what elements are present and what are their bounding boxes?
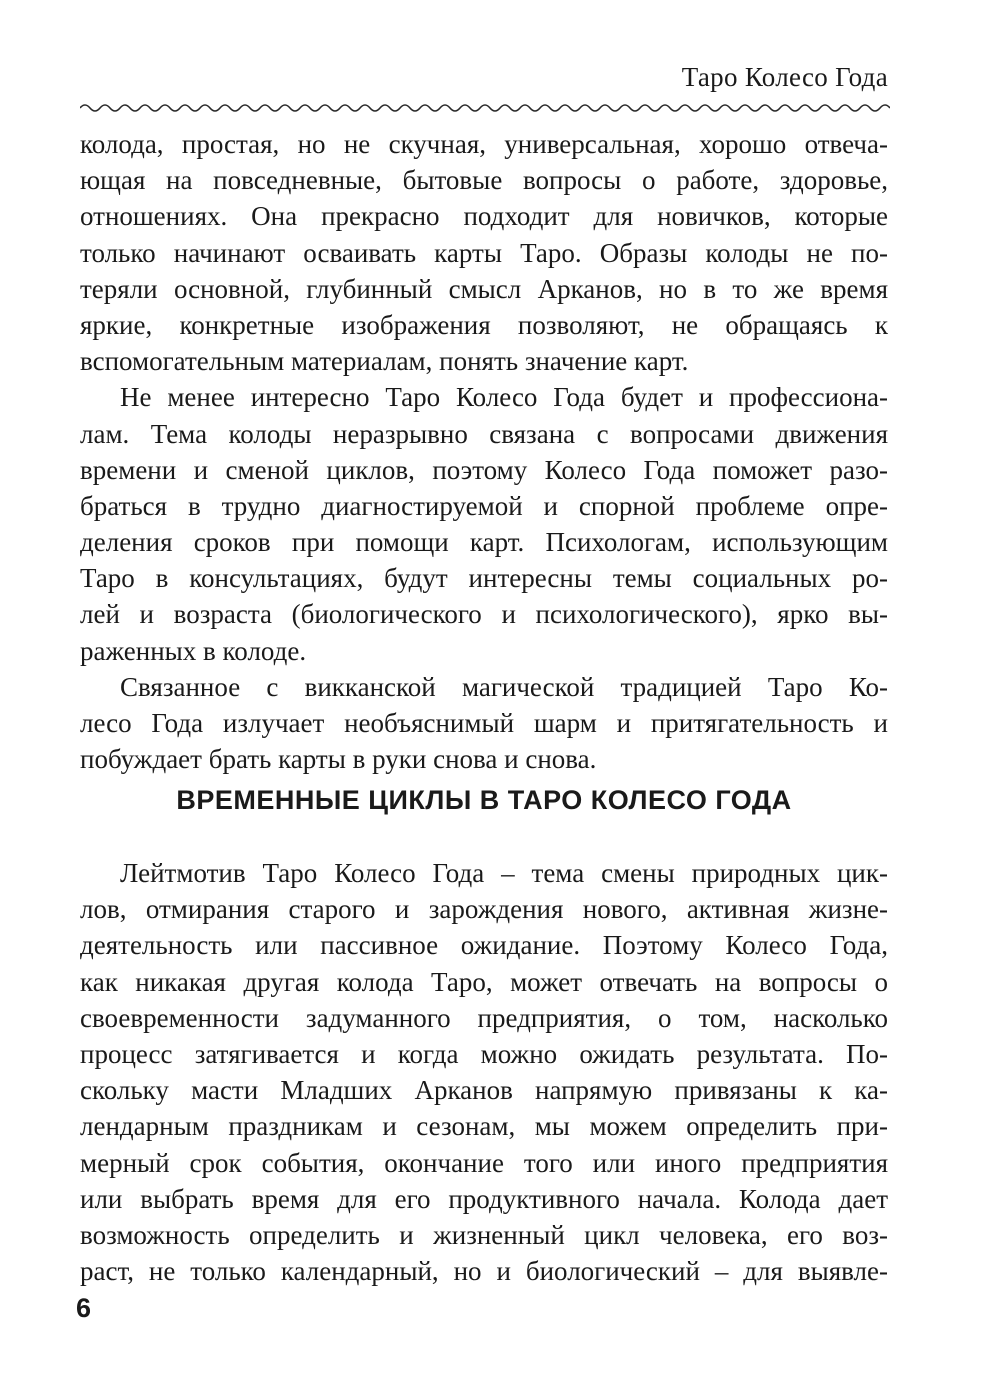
text-line: мерный срок события, окончание того или иного предприятия (80, 1147, 888, 1178)
body-text-top (80, 126, 888, 777)
text-line: Не менее интересно Таро Колесо Года будет и профессиона- (120, 382, 888, 413)
text-line: как никакая другая колода Таро, может отвечать на вопросы о (80, 966, 888, 997)
text-line: браться в трудно диагностируемой и спорной проблеме опре- (80, 490, 888, 521)
text-line: деления сроков при помощи карт. Психологам, использующим (80, 527, 888, 558)
text-line: лендарным праздникам и сезонам, мы можем определить при- (80, 1111, 888, 1142)
text-line: Связанное с викканской магической традицией Таро Ко- (120, 671, 888, 702)
text-line: колода, простая, но не скучная, универсальная, хорошо отвеча- (80, 129, 888, 159)
text-line: лам. Тема колоды неразрывно связана с вопросами движения (80, 418, 888, 449)
text-line: процесс затягивается и когда можно ожидать результата. По- (80, 1038, 888, 1069)
running-header-title: Таро Колесо Года (681, 62, 888, 92)
text-line: своевременности задуманного предприятия, о том, насколько (80, 1002, 888, 1033)
text-line: лей и возраста (биологического и психологического), ярко вы- (80, 599, 888, 630)
text-line: теряли основной, глубинный смысл Арканов, но в то же время (80, 273, 888, 304)
text-line: вспомогательным материалам, понять значение карт. (80, 346, 689, 377)
body-text-section (80, 855, 888, 1289)
text-line: раженных в колоде. (80, 635, 307, 666)
text-line: или выбрать время для его продуктивного начала. Колода дает (80, 1183, 888, 1214)
text-line: скольку масти Младших Арканов напрямую привязаны к ка- (80, 1075, 888, 1106)
text-line: ющая на повседневные, бытовые вопросы о работе, здоровье, (80, 165, 888, 196)
text-line: лов, отмирания старого и зарождения нового, активная жизне- (80, 894, 888, 925)
text-line: лесо Года излучает необъяснимый шарм и притягательность и (80, 708, 888, 738)
text-line: побуждает брать карты в руки снова и снова. (80, 744, 597, 775)
section-heading: ВРЕМЕННЫЕ ЦИКЛЫ В ТАРО КОЛЕСО ГОДА (176, 785, 792, 815)
text-line: отношениях. Она прекрасно подходит для новичков, которые (80, 201, 888, 232)
text-line: Лейтмотив Таро Колесо Года – тема смены природных цик- (120, 858, 888, 888)
page-number: 6 (76, 1293, 92, 1323)
text-line: раст, не только календарный, но и биологический – для выявле- (80, 1256, 888, 1287)
wavy-header-rule (80, 100, 890, 116)
text-line: яркие, конкретные изображения позволяют, не обращаясь к (80, 309, 888, 340)
text-line: деятельность или пассивное ожидание. Поэтому Колесо Года, (80, 930, 888, 961)
text-line: только начинают осваивать карты Таро. Образы колоды не по- (80, 237, 888, 268)
text-line: времени и сменой циклов, поэтому Колесо Года поможет разо- (80, 454, 888, 485)
text-line: Таро в консультациях, будут интересны темы социальных ро- (80, 563, 888, 594)
text-line: возможность определить и жизненный цикл человека, его воз- (80, 1219, 888, 1250)
